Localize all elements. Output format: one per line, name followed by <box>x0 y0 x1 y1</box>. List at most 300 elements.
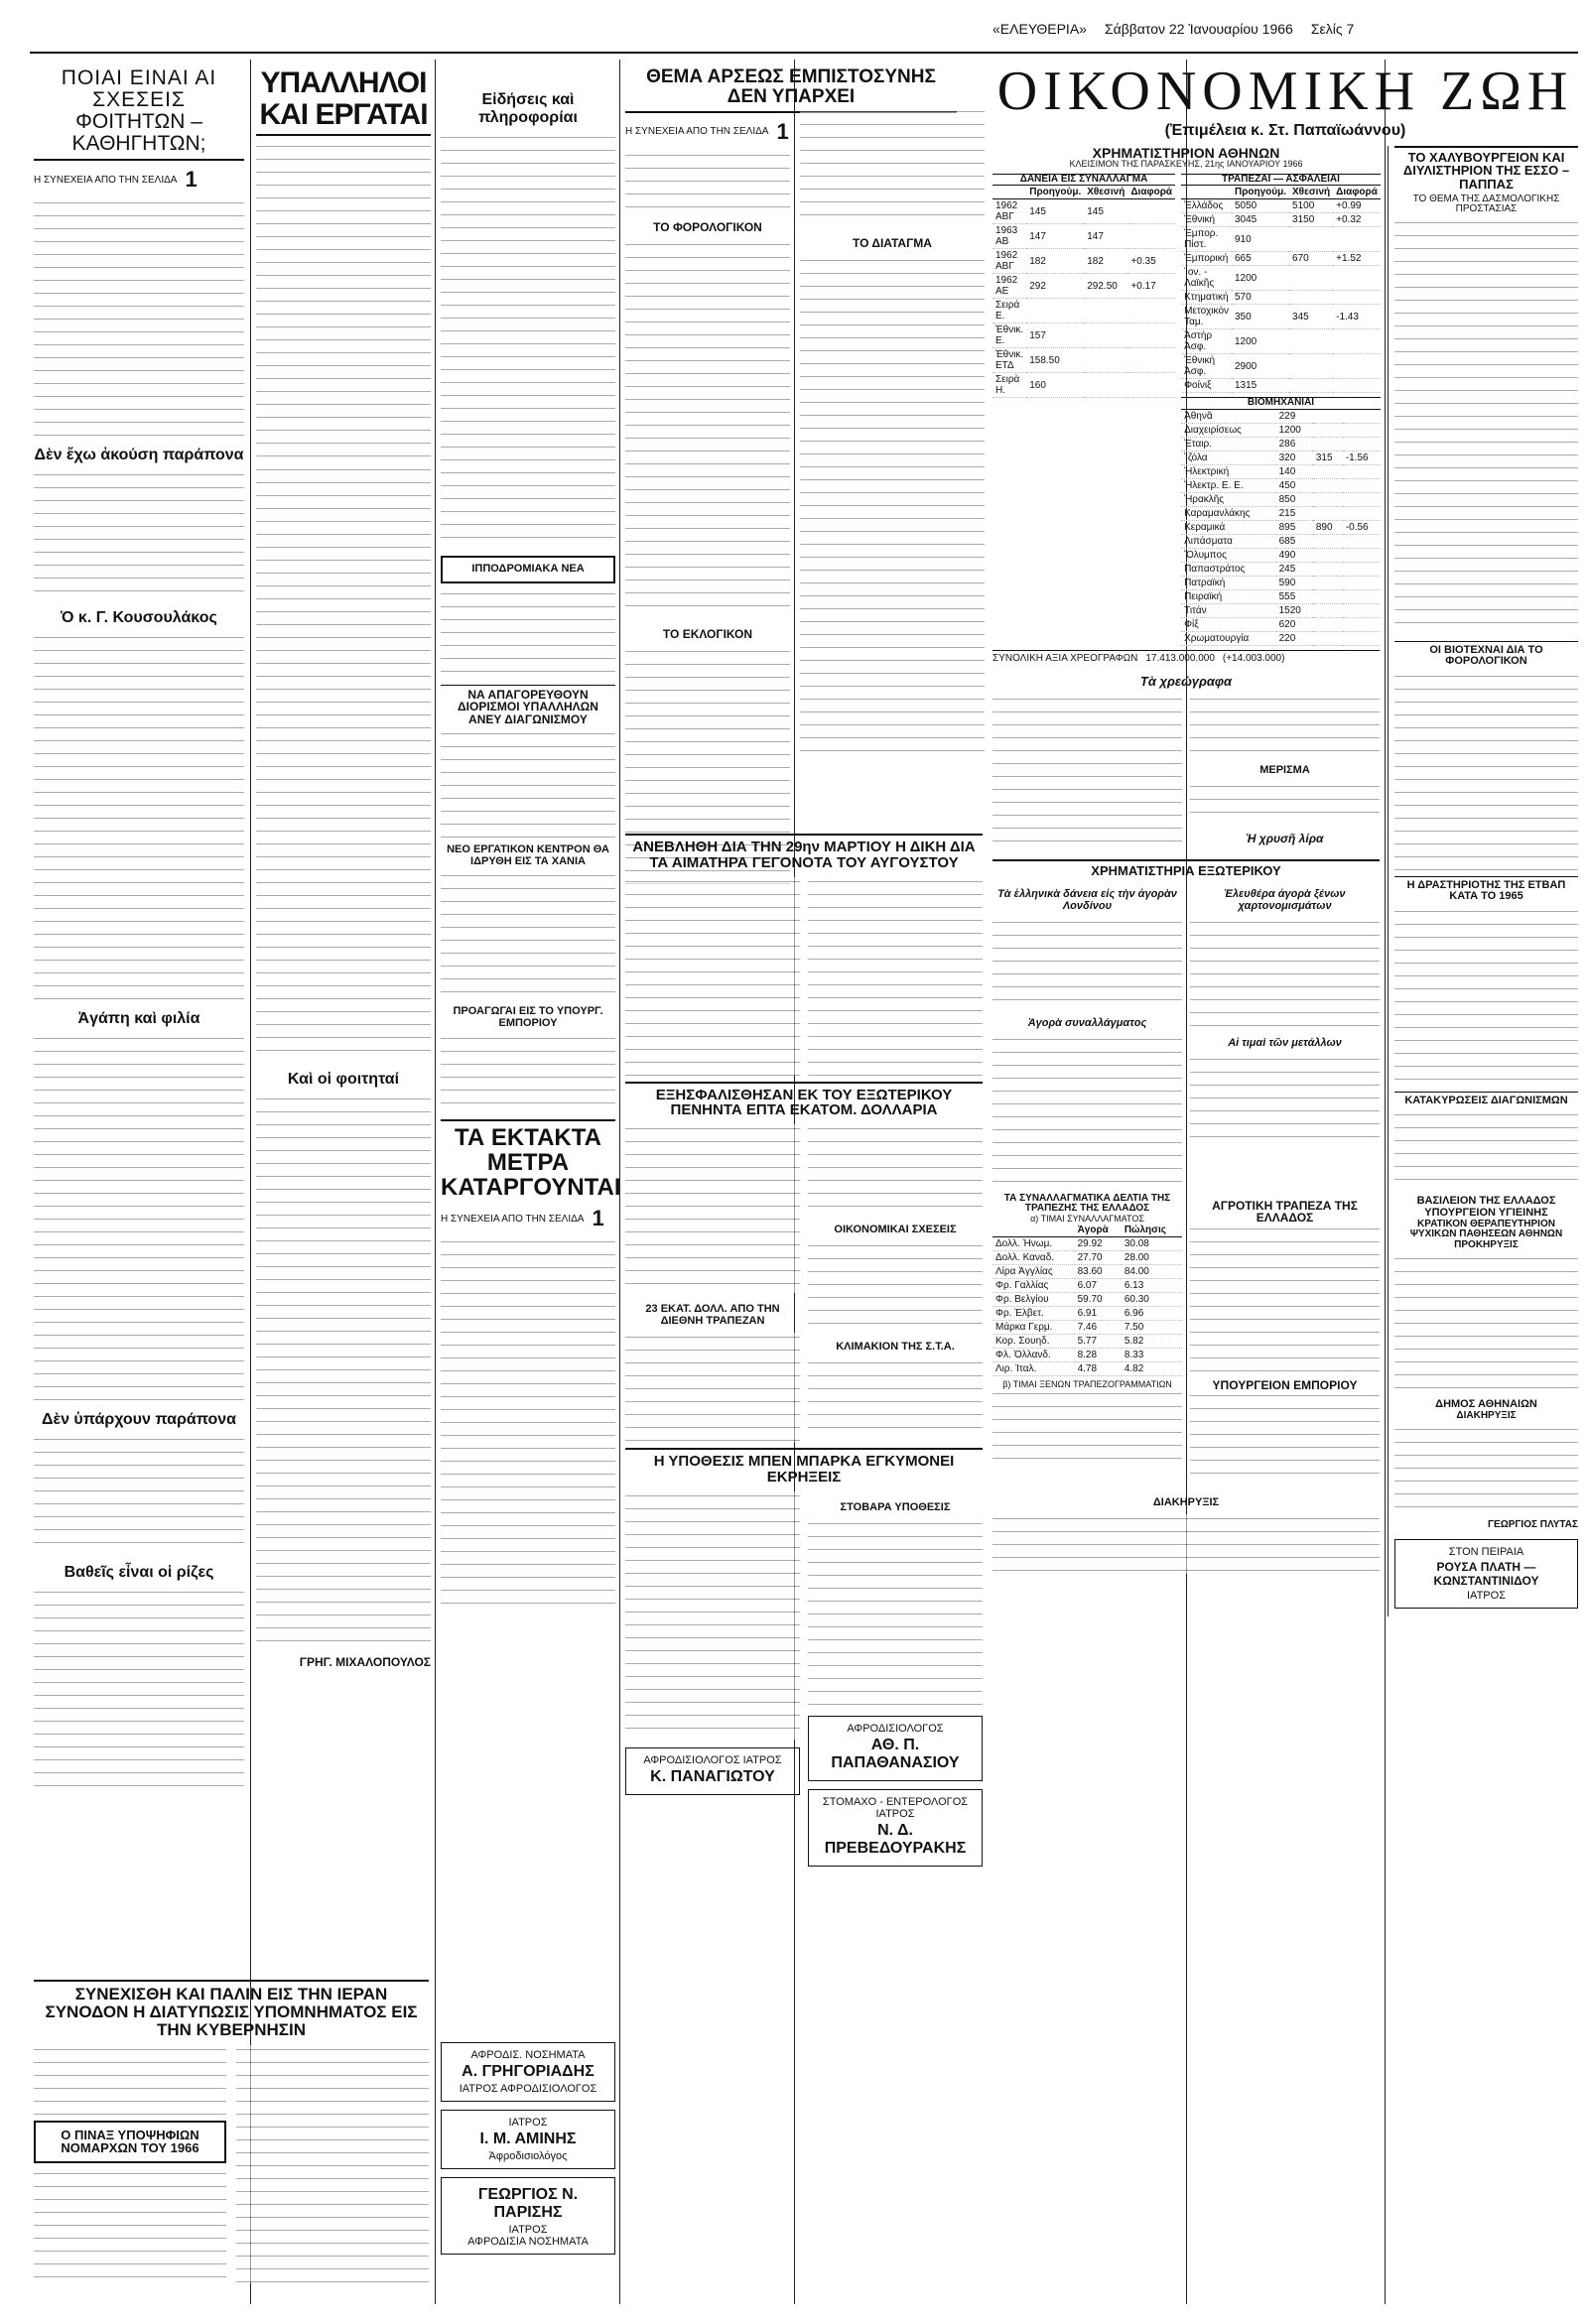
article-body <box>1394 1425 1578 1514</box>
article-body <box>441 1034 615 1113</box>
table-cell: Ἑλλάδος <box>1181 199 1232 213</box>
economy-section <box>992 60 1578 2304</box>
table-cell: 140 <box>1276 464 1313 478</box>
subheading: Αἱ τιμαὶ τῶν μετάλλων <box>1228 1036 1342 1049</box>
table-cell: Σειρὰ Η. <box>992 373 1026 398</box>
table-cell: 5.77 <box>1075 1335 1122 1349</box>
table-row <box>1181 534 1381 548</box>
table-cell: 245 <box>1276 562 1313 576</box>
notice-heading: ΔΗΜΟΣ ΑΘΗΝΑΙΩΝ <box>1435 1398 1537 1411</box>
column-header: Χθεσινή <box>1084 186 1127 199</box>
table-cell <box>1333 291 1381 305</box>
table-row <box>992 1279 1182 1293</box>
ads-column-3 <box>441 2034 615 2262</box>
table-cell: Ἡρακλῆς <box>1181 492 1276 506</box>
continuation-marker: Η ΣΥΝΕΧΕΙΑ ΑΠΟ ΤΗΝ ΣΕΛΙΔΑ 1 <box>625 118 789 144</box>
article-body <box>1190 1225 1380 1373</box>
advertisement: ΑΦΡΟΔΙΣΙΟΛΟΓΟΣ ΙΑΤΡΟΣ Κ. ΠΑΝΑΓΙΩΤΟΥ <box>625 1747 800 1795</box>
table-row <box>1181 252 1381 266</box>
table-cell <box>1313 589 1343 603</box>
table-row <box>1181 213 1381 227</box>
column-header: Προηγούμ. <box>1232 186 1289 199</box>
table-cell: Ἠλεκτρ. Ε. Ε. <box>1181 478 1276 492</box>
subheading: ΤΟ ΦΟΡΟΛΟΓΙΚΟΝ <box>653 219 762 234</box>
table-cell: Ἰζόλα <box>1181 451 1276 464</box>
boxed-title: ΙΠΠΟΔΡΟΜΙΑΚΑ ΝΕΑ <box>441 556 615 583</box>
article-body <box>34 470 244 599</box>
table-cell: 5100 <box>1289 199 1333 213</box>
table-cell: 157 <box>1026 323 1084 348</box>
article-body <box>992 918 1182 1007</box>
table-cell: 158.50 <box>1026 348 1084 373</box>
article-body <box>236 2045 429 2283</box>
table-cell: Τιτάν <box>1181 603 1276 617</box>
table-row <box>1181 437 1381 451</box>
table-cell <box>1333 266 1381 291</box>
table-cell <box>1313 534 1343 548</box>
subheading: Ἀγορὰ συναλλάγματος <box>1027 1016 1147 1029</box>
article-headline: ΣΥΝΕΧΙΣΘΗ ΚΑΙ ΠΑΛΙΝ ΕΙΣ ΤΗΝ ΙΕΡΑΝ ΣΥΝΟΔΟΝ Η ΔΙΑΤΥΠΩΣΙΣ ΥΠΟΜΝΗΜΑΤΟΣ ΕΙΣ ΤΗΝ ΚΥΒΕΡΝΗΣΙΝ <box>34 1980 429 2039</box>
table-cell <box>1343 492 1381 506</box>
table-cell: Ἀστὴρ Ἀσφ. <box>1181 329 1232 354</box>
table-cell: 1962 ΑΕ <box>992 274 1026 299</box>
article-body <box>808 1124 983 1214</box>
table-cell: 182 <box>1084 249 1127 274</box>
table-cell <box>1289 329 1333 354</box>
table-cell <box>1343 617 1381 631</box>
table-row <box>1181 379 1381 393</box>
table-cell: 6.13 <box>1122 1279 1182 1293</box>
table-row <box>1181 492 1381 506</box>
article-body <box>625 877 800 1076</box>
table-row <box>992 1237 1182 1251</box>
fx-table <box>992 1224 1182 1376</box>
article-body <box>441 871 615 1000</box>
table-cell <box>1343 562 1381 576</box>
advertisement: ΑΦΡΟΔΙΣΙΟΛΟΓΟΣ ΑΘ. Π. ΠΑΠΑΘΑΝΑΣΙΟΥ <box>808 1716 983 1781</box>
article-headline: ΤΟ ΧΑΛΥΒΟΥΡΓΕΙΟΝ ΚΑΙ ΔΙΥΛΙΣΤΗΡΙΟΝ ΤΗΣ ΕΣΣΟ – ΠΑΠΠΑΣ <box>1394 146 1578 192</box>
table-cell: +0.35 <box>1127 249 1175 274</box>
table-cell <box>1333 329 1381 354</box>
table-cell: 27.70 <box>1075 1251 1122 1265</box>
table-cell: 84.00 <box>1122 1265 1182 1279</box>
table-cell <box>1313 576 1343 589</box>
table-cell: 292.50 <box>1084 274 1127 299</box>
article-headline: Η ΥΠΟΘΕΣΙΣ ΜΠΕΝ ΜΠΑΡΚΑ ΕΓΚΥΜΟΝΕΙ ΕΚΡΗΞΕΙΣ <box>625 1448 983 1485</box>
table-cell <box>1313 437 1343 451</box>
article-headline: ΚΑΤΑΚΥΡΩΣΕΙΣ ΔΙΑΓΩΝΙΣΜΩΝ <box>1394 1092 1578 1107</box>
column-1 <box>34 67 244 2304</box>
subheading: Δὲν ἔχω ἀκούση παράπονα <box>34 447 244 464</box>
article-body <box>625 1124 800 1293</box>
table-cell: 7.50 <box>1122 1321 1182 1335</box>
article-body <box>808 1358 983 1438</box>
table-cell <box>1343 410 1381 424</box>
table-cell: 292 <box>1026 274 1084 299</box>
stock-exchange <box>992 146 1380 1616</box>
column-header: Ἀγορὰ <box>1075 1224 1122 1237</box>
subheading: ΤΟ ΕΚΛΟΓΙΚΟΝ <box>662 626 753 641</box>
article-headline: ΝΑ ΑΠΑΓΟΡΕΥΘΟΥΝ ΔΙΟΡΙΣΜΟΙ ΥΠΑΛΛΗΛΩΝ ΑΝΕΥ ΔΙΑΓΩΝΙΣΜΟΥ <box>441 685 615 726</box>
table-cell <box>1289 354 1333 379</box>
industry-table <box>1181 410 1381 646</box>
subheading: 23 ΕΚΑΤ. ΔΟΛΛ. ΑΠΟ ΤΗΝ ΔΙΕΘΝΗ ΤΡΑΠΕΖΑΝ <box>645 1303 780 1327</box>
article-headline: ΦΟΙΤΗΤΩΝ – ΚΑΘΗΓΗΤΩΝ; <box>34 111 244 161</box>
table-cell: 685 <box>1276 534 1313 548</box>
article-headline: ΟΙ ΒΙΟΤΕΧΝΑΙ ΔΙΑ ΤΟ ΦΟΡΟΛΟΓΙΚΟΝ <box>1394 641 1578 668</box>
table-cell: 160 <box>1026 373 1084 398</box>
table-cell: Ὄλυμπος <box>1181 548 1276 562</box>
table-row <box>1181 478 1381 492</box>
table-cell <box>1343 534 1381 548</box>
table-cell: Ἠλεκτρική <box>1181 464 1276 478</box>
article-body <box>625 240 790 617</box>
table-cell: 6.07 <box>1075 1279 1122 1293</box>
article-body <box>441 133 615 550</box>
table-cell: 1962 ΑΒΓ <box>992 249 1026 274</box>
table-cell: Μάρκα Γερμ. <box>992 1321 1075 1335</box>
table-cell: 6.91 <box>1075 1307 1122 1321</box>
table-cell <box>1313 478 1343 492</box>
table-cell: Ἐμπορ. Πίστ. <box>1181 227 1232 252</box>
table-cell: 1520 <box>1276 603 1313 617</box>
section-heading: ΧΡΗΜΑΤΙΣΤΗΡΙΑ ΕΞΩΤΕΡΙΚΟΥ <box>992 859 1380 878</box>
article-body <box>441 729 615 839</box>
section-title: ΟΙΚΟΝΟΜΙΚΗ ΖΩΗ <box>996 61 1574 122</box>
table-row <box>1181 329 1381 354</box>
table-cell <box>1333 379 1381 393</box>
table-cell <box>1026 299 1084 323</box>
table-row <box>1181 562 1381 576</box>
article-body <box>34 1034 244 1401</box>
article-body <box>625 1491 800 1740</box>
table-cell <box>1343 464 1381 478</box>
table-cell <box>1343 589 1381 603</box>
table-cell <box>1127 199 1175 224</box>
table-cell: 3150 <box>1289 213 1333 227</box>
subheading: Ἐλευθέρα ἀγορὰ ξένων χαρτονομισμάτων <box>1224 887 1346 912</box>
table-cell: 1200 <box>1232 329 1289 354</box>
notice-heading: ΒΑΣΙΛΕΙΟΝ ΤΗΣ ΕΛΛΑΔΟΣ <box>1416 1195 1556 1208</box>
subheading: ΜΕΡΙΣΜΑ <box>1259 763 1310 776</box>
table-cell: 28.00 <box>1122 1251 1182 1265</box>
table-cell: Κεραμικά <box>1181 520 1276 534</box>
subheading: Εἰδήσεις καὶ πληροφορίαι <box>478 91 578 126</box>
subheading: Ἡ χρυσῆ λίρα <box>1246 831 1324 845</box>
table-cell: 2900 <box>1232 354 1289 379</box>
article-body <box>1190 1055 1380 1144</box>
table-cell <box>1343 478 1381 492</box>
page-number: Σελίς 7 <box>1310 21 1355 37</box>
table-cell: Φοίνιξ <box>1181 379 1232 393</box>
article-headline: ΠΡΟΑΓΩΓΑΙ ΕΙΣ ΤΟ ΥΠΟΥΡΓ. ΕΜΠΟΡΙΟΥ <box>453 1005 603 1029</box>
table-cell <box>1289 291 1333 305</box>
subheading: Τὰ χρεώγραφα <box>1139 673 1233 689</box>
table-cell: 590 <box>1276 576 1313 589</box>
table-cell <box>1127 373 1175 398</box>
table-cell: 665 <box>1232 252 1289 266</box>
subheading: Βαθεῖς εἶναι οἱ ρίζες <box>64 1564 214 1582</box>
notice-heading: ΠΡΟΚΗΡΥΞΙΣ <box>1454 1238 1519 1250</box>
table-cell: Πατραϊκή <box>1181 576 1276 589</box>
table-cell <box>1343 437 1381 451</box>
table-cell <box>1313 492 1343 506</box>
table-cell <box>1084 299 1127 323</box>
article-headline: ΑΓΡΟΤΙΚΗ ΤΡΑΠΕΖΑ ΤΗΣ ΕΛΛΑΔΟΣ <box>1212 1198 1358 1226</box>
table-cell: 59.70 <box>1075 1293 1122 1307</box>
continuation-marker: Η ΣΥΝΕΧΕΙΑ ΑΠΟ ΤΗΝ ΣΕΛΙΔΑ 1 <box>441 1206 604 1231</box>
table-row <box>992 1293 1182 1307</box>
advertisement: ΓΕΩΡΓΙΟΣ Ν. ΠΑΡΙΣΗΣ ΙΑΤΡΟΣ ΑΦΡΟΔΙΣΙΑ ΝΟΣΗΜΑΤΑ <box>441 2177 615 2255</box>
table-cell <box>1313 423 1343 437</box>
table-cell <box>1343 603 1381 617</box>
article-body <box>808 877 983 1076</box>
table-cell <box>1127 299 1175 323</box>
table-cell: 220 <box>1276 631 1313 645</box>
boxed-title: Ο ΠΙΝΑΞ ΥΠΟΨΗΦΙΩΝ ΝΟΜΑΡΧΩΝ ΤΟΥ 1966 <box>34 2121 226 2163</box>
subheading: Δὲν ὑπάρχουν παράπονα <box>41 1411 237 1429</box>
table-cell: 83.60 <box>1075 1265 1122 1279</box>
bottom-article <box>34 1980 429 2289</box>
advertisement: ΙΑΤΡΟΣ Ι. Μ. ΑΜΙΝΗΣ Ἀφροδισιολόγος <box>441 2110 615 2169</box>
table-cell: 910 <box>1232 227 1289 252</box>
table-cell: Ἰον. - Λαϊκῆς <box>1181 266 1232 291</box>
subheading: Τὰ ἑλληνικὰ δάνεια εἰς τὴν ἀγορὰν Λονδίνου <box>997 887 1177 912</box>
article-body <box>800 256 985 752</box>
article-body <box>34 633 244 1000</box>
column-3 <box>441 67 621 2304</box>
article-headline: ΤΑ ΕΚΤΑΚΤΑ ΜΕΤΡΑ ΚΑΤΑΡΓΟΥΝΤΑΙ <box>441 1119 615 1201</box>
article-body <box>992 1514 1380 1574</box>
article-body <box>808 1519 983 1708</box>
article-body <box>256 142 431 459</box>
article-body <box>1394 218 1578 635</box>
table-cell <box>1313 464 1343 478</box>
article-body <box>625 1333 800 1442</box>
column-header: Πώλησις <box>1122 1224 1182 1237</box>
total-row: ΣΥΝΟΛΙΚΗ ΑΞΙΑ ΧΡΕΟΓΡΑΦΩΝ 17.413.000.000 (+14.003.000) <box>992 650 1380 664</box>
table-cell <box>1127 348 1175 373</box>
table-cell: Σειρά Ε. <box>992 299 1026 323</box>
article-body <box>800 107 985 226</box>
subheading: ΟΙΚΟΝΟΜΙΚΑΙ ΣΧΕΣΕΙΣ <box>834 1224 957 1235</box>
table-row <box>1181 227 1381 252</box>
table-row <box>1181 266 1381 291</box>
table-cell: 1200 <box>1276 423 1313 437</box>
table-row <box>992 1251 1182 1265</box>
column-header: Διαφορά <box>1333 186 1381 199</box>
table-row <box>1181 520 1381 534</box>
article-body <box>441 1237 615 1614</box>
table-row <box>1181 291 1381 305</box>
table-row <box>992 1362 1182 1376</box>
table-cell: 182 <box>1026 249 1084 274</box>
table-row <box>992 1265 1182 1279</box>
column-rule <box>435 60 436 2304</box>
table-cell <box>1343 631 1381 645</box>
column-header <box>992 1224 1075 1237</box>
table-row <box>992 373 1175 398</box>
article-body <box>1190 695 1380 754</box>
table-cell: Δολλ. Ἡνωμ. <box>992 1237 1075 1251</box>
subheading: Ὁ κ. Γ. Κουσουλάκος <box>61 609 217 627</box>
table-cell: 147 <box>1026 224 1084 249</box>
article-body <box>1394 672 1578 870</box>
table-row <box>1181 576 1381 589</box>
table-cell <box>1313 631 1343 645</box>
article-headline: Η ΔΡΑΣΤΗΡΙΟΤΗΣ ΤΗΣ ΕΤΒΑΠ ΚΑΤΑ ΤΟ 1965 <box>1394 876 1578 903</box>
table-cell <box>1289 379 1333 393</box>
table-cell: Φίξ <box>1181 617 1276 631</box>
notice-heading: ΥΠΟΥΡΓΕΙΟΝ ΥΓΙΕΙΝΗΣ <box>1424 1207 1548 1219</box>
table-cell: Κορ. Σουηδ. <box>992 1335 1075 1349</box>
table-row <box>992 1335 1182 1349</box>
article-body <box>992 1035 1182 1184</box>
table-row <box>992 1349 1182 1362</box>
table-cell <box>1343 548 1381 562</box>
banks-table <box>1181 186 1381 393</box>
table-row <box>992 1321 1182 1335</box>
subheading: ΚΛΙΜΑΚΙΟΝ ΤΗΣ Σ.Τ.Α. <box>836 1341 955 1353</box>
table-cell: 8.28 <box>1075 1349 1122 1362</box>
subheading: ΣΤΟΒΑΡΑ ΥΠΟΘΕΣΙΣ <box>840 1500 951 1513</box>
article-subheading: ΤΟ ΘΕΜΑ ΤΗΣ ΔΑΣΜΟΛΟΓΙΚΗΣ ΠΡΟΣΤΑΣΙΑΣ <box>1412 193 1560 215</box>
column-rule <box>250 60 251 2304</box>
table-cell <box>1289 266 1333 291</box>
table-cell: Καραμανλάκης <box>1181 506 1276 520</box>
table-row <box>1181 589 1381 603</box>
table-cell: -1.56 <box>1343 451 1381 464</box>
table-cell: 145 <box>1026 199 1084 224</box>
table-title: ΒΙΟΜΗΧΑΝΙΑΙ <box>1181 397 1381 410</box>
table-cell: Ἐθνικ. Ε. <box>992 323 1026 348</box>
table-subtitle: β) ΤΙΜΑΙ ΞΕΝΩΝ ΤΡΑΠΕΖΟΓΡΑΜΜΑΤΙΩΝ <box>1002 1379 1172 1389</box>
byline: ΓΡΗΓ. ΜΙΧΑΛΟΠΟΥΛΟΣ <box>299 1655 431 1669</box>
table-cell <box>1343 506 1381 520</box>
article-headline: ΘΕΜΑ ΑΡΣΕΩΣ ΕΜΠΙΣΤΟΣΥΝΗΣ ΔΕΝ ΥΠΑΡΧΕΙ <box>625 67 957 113</box>
table-cell: Ἐθνική <box>1181 213 1232 227</box>
table-cell: Ἐμπορική <box>1181 252 1232 266</box>
table-cell: 6.96 <box>1122 1307 1182 1321</box>
subheading: Ἀγάπη καὶ φιλία <box>77 1010 200 1028</box>
article-body <box>1394 1254 1578 1393</box>
top-rule <box>30 52 1578 54</box>
table-cell: 4.78 <box>1075 1362 1122 1376</box>
notice-heading: ΔΙΑΚΗΡΥΞΙΣ <box>1456 1409 1517 1421</box>
article-body <box>1190 1391 1380 1481</box>
table-cell <box>1313 562 1343 576</box>
table-cell: Φρ. Βελγίου <box>992 1293 1075 1307</box>
article-body <box>625 151 790 210</box>
table-cell <box>1313 603 1343 617</box>
advertisement: ΣΤΟΝ ΠΕΙΡΑΙΑ ΡΟΥΣΑ ΠΛΑΤΗ — ΚΩΝΣΤΑΝΤΙΝΙΔΟΥ ΙΑΤΡΟΣ <box>1394 1539 1578 1609</box>
subheading: ΔΙΑΚΗΡΥΞΙΣ <box>1152 1496 1220 1509</box>
notice-heading: ΚΡΑΤΙΚΟΝ ΘΕΡΑΠΕΥΤΗΡΙΟΝ ΨΥΧΙΚΩΝ ΠΑΘΗΣΕΩΝ ΑΘΗΝΩΝ <box>1409 1218 1563 1240</box>
table-row <box>1181 354 1381 379</box>
table-cell: +0.32 <box>1333 213 1381 227</box>
table-row <box>1181 506 1381 520</box>
article-headline: ΑΝΕΒΛΗΘΗ ΔΙΑ ΤΗΝ 29ην ΜΑΡΤΙΟΥ Η ΔΙΚΗ ΔΙΑ ΤΑ ΑΙΜΑΤΗΡΑ ΓΕΓΟΝΟΤΑ ΤΟΥ ΑΥΓΟΥΣΤΟΥ <box>625 834 983 871</box>
table-cell: Ἀθηνᾶ <box>1181 410 1276 424</box>
table-cell <box>1127 323 1175 348</box>
table-cell: Μετοχικὸν Ταμ. <box>1181 305 1232 329</box>
table-cell: Λιρ. Ἰταλ. <box>992 1362 1075 1376</box>
table-cell <box>1289 227 1333 252</box>
article-body <box>1190 918 1380 1027</box>
article-body <box>34 2045 226 2115</box>
table-row <box>1181 548 1381 562</box>
article-body <box>256 1095 431 1650</box>
table-title: ΤΡΑΠΕΖΑΙ — ΑΣΦΑΛΕΙΑΙ <box>1181 174 1381 187</box>
article-headline: ΝΕΟ ΕΡΓΑΤΙΚΟΝ ΚΕΝΤΡΟΝ ΘΑ ΙΔΡΥΘΗ ΕΙΣ ΤΑ ΧΑΝΙΑ <box>447 843 609 867</box>
table-cell: -1.43 <box>1333 305 1381 329</box>
table-cell: Ἐθνικ. ΕΤΔ <box>992 348 1026 373</box>
wide-article <box>625 834 983 1874</box>
table-cell <box>1313 548 1343 562</box>
table-row <box>1181 603 1381 617</box>
table-cell: Πειραϊκή <box>1181 589 1276 603</box>
table-cell: Δολλ. Καναδ. <box>992 1251 1075 1265</box>
table-cell: 1315 <box>1232 379 1289 393</box>
article-headline: ΕΞΗΣΦΑΛΙΣΘΗΣΑΝ ΕΚ ΤΟΥ ΕΞΩΤΕΡΙΚΟΥ ΠΕΝΗΝΤΑ ΕΠΤΑ ΕΚΑΤΟΜ. ΔΟΛΛΑΡΙΑ <box>625 1082 983 1119</box>
column-header: Προηγούμ. <box>1026 186 1084 199</box>
table-cell <box>1127 224 1175 249</box>
table-cell <box>1313 617 1343 631</box>
table-cell: 145 <box>1084 199 1127 224</box>
table-cell: 5.82 <box>1122 1335 1182 1349</box>
article-headline: ΠΟΙΑΙ ΕΙΝΑΙ ΑΙ ΣΧΕΣΕΙΣ <box>61 66 217 112</box>
table-cell: Φρ. Ἑλβετ. <box>992 1307 1075 1321</box>
table-cell: 620 <box>1276 617 1313 631</box>
table-cell: Ἐθνικὴ Ἀσφ. <box>1181 354 1232 379</box>
table-row <box>1181 199 1381 213</box>
section-editor: (Ἐπιμέλεια κ. Στ. Παπαϊωάννου) <box>1164 122 1406 139</box>
table-row <box>1181 423 1381 437</box>
article-body <box>34 1435 244 1554</box>
table-row <box>992 1307 1182 1321</box>
column-header: Διαφορά <box>1127 186 1175 199</box>
advertisement: ΣΤΟΜΑΧΟ - ΕΝΤΕΡΟΛΟΓΟΣ ΙΑΤΡΟΣ Ν. Δ. ΠΡΕΒΕΔΟΥΡΑΚΗΣ <box>808 1789 983 1867</box>
table-cell: 895 <box>1276 520 1313 534</box>
table-cell: -0.56 <box>1343 520 1381 534</box>
table-cell: 1963 ΑΒ <box>992 224 1026 249</box>
table-subtitle: ΚΛΕΙΣΙΜΟΝ ΤΗΣ ΠΑΡΑΣΚΕΥΗΣ, 21ης ΙΑΝΟΥΑΡΙΟΥ 1966 <box>1069 159 1303 170</box>
table-cell: Λιπάσματα <box>1181 534 1276 548</box>
table-row <box>992 323 1175 348</box>
table-title: ΧΡΗΜΑΤΙΣΤΗΡΙΟΝ ΑΘΗΝΩΝ <box>1092 144 1280 161</box>
table-title: ΔΑΝΕΙΑ ΕΙΣ ΣΥΝΑΛΛΑΓΜΑ <box>992 174 1175 187</box>
table-row <box>1181 617 1381 631</box>
table-title: ΤΑ ΣΥΝΑΛΛΑΓΜΑΤΙΚΑ ΔΕΛΤΙΑ ΤΗΣ ΤΡΑΠΕΖΗΣ ΤΗΣ ΕΛΛΑΔΟΣ <box>1003 1192 1171 1215</box>
table-row <box>992 299 1175 323</box>
table-cell: 555 <box>1276 589 1313 603</box>
table-cell: +0.17 <box>1127 274 1175 299</box>
column-header: Χθεσινή <box>1289 186 1333 199</box>
table-row <box>992 348 1175 373</box>
table-cell <box>1313 410 1343 424</box>
column-7 <box>1388 146 1578 1616</box>
table-row <box>1181 451 1381 464</box>
table-cell: 147 <box>1084 224 1127 249</box>
continuation-marker: Η ΣΥΝΕΧΕΙΑ ΑΠΟ ΤΗΝ ΣΕΛΙΔΑ 1 <box>34 167 198 193</box>
article-body <box>34 1588 244 1786</box>
table-cell: 5050 <box>1232 199 1289 213</box>
page-masthead <box>992 18 1578 40</box>
table-cell <box>1084 323 1127 348</box>
table-cell: 850 <box>1276 492 1313 506</box>
table-cell: 229 <box>1276 410 1313 424</box>
table-cell: Παπαστράτος <box>1181 562 1276 576</box>
